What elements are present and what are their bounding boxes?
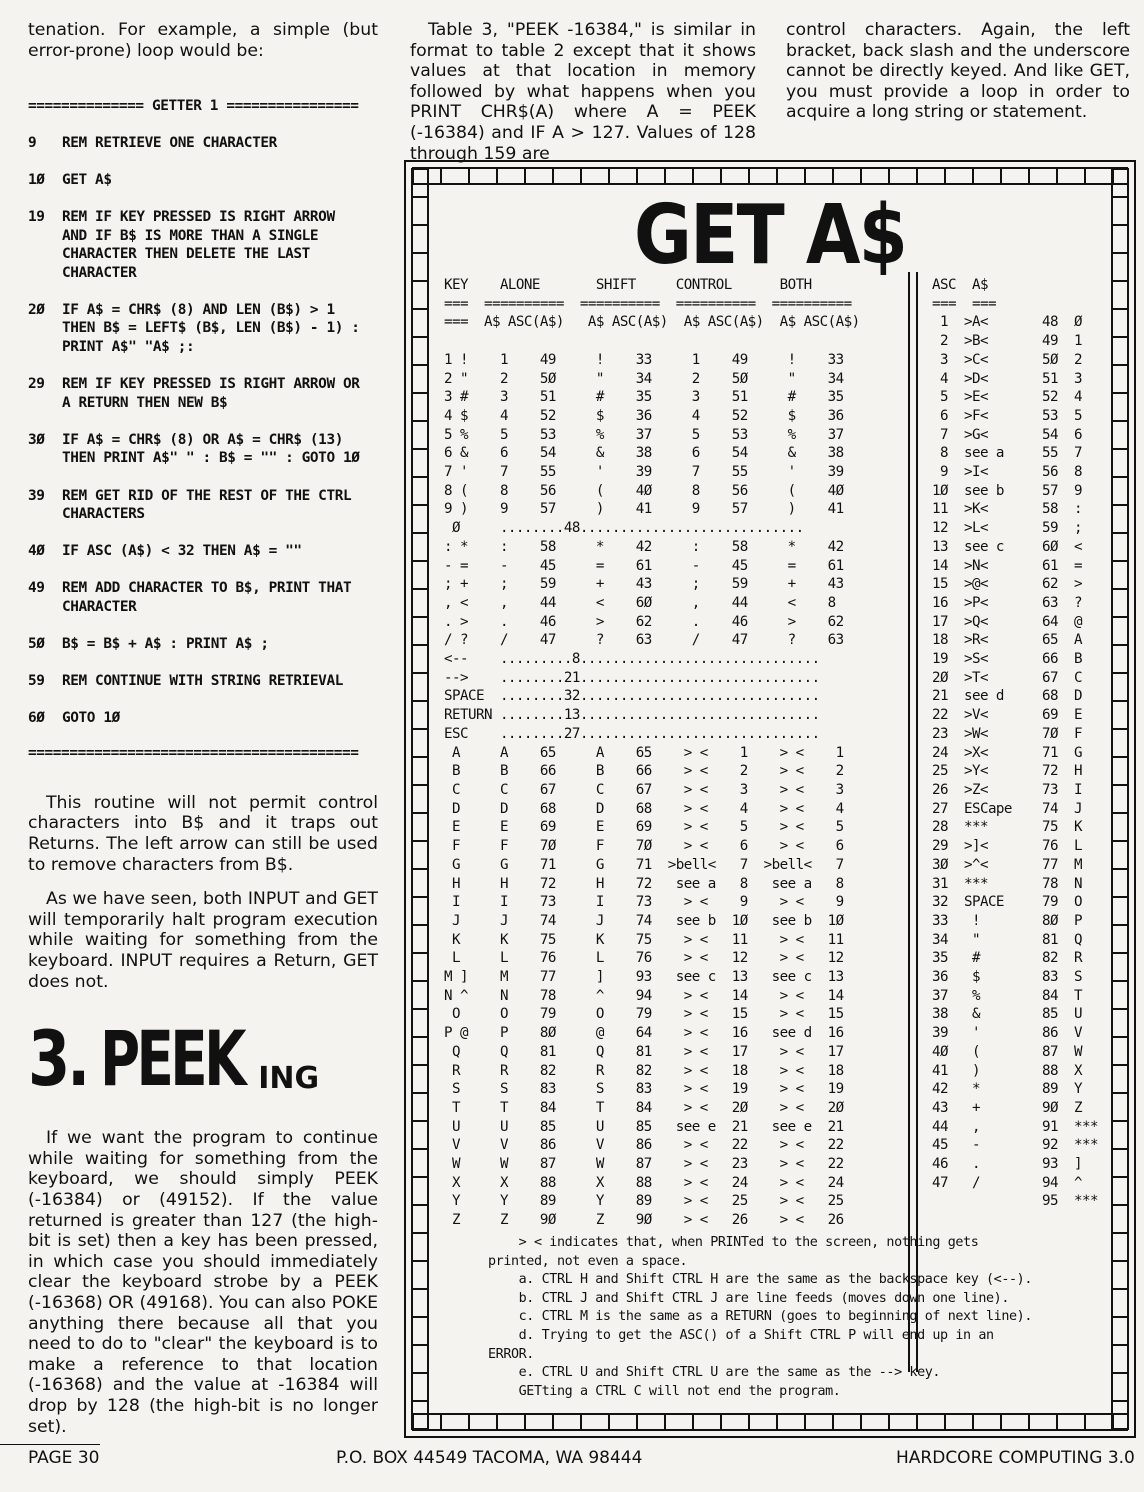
line-code: REM RETRIEVE ONE CHARACTER — [62, 134, 277, 151]
get-table-frame — [404, 160, 1136, 1438]
heading-word: PEEK — [99, 1014, 243, 1104]
line-number: 4Ø — [28, 543, 45, 560]
left-column — [28, 20, 378, 1451]
intro-text: tenation. For example, a simple (but error-prone) loop would be: — [28, 20, 378, 61]
line-number: 5Ø — [28, 635, 45, 652]
paragraph-input-get: As we have seen, both INPUT and GET will temporarily halt program execution while waiting for something from the keyboard. INPUT requires a Return, GET does not. — [28, 889, 378, 992]
line-number: 49 — [28, 580, 45, 597]
program-line — [28, 375, 378, 412]
top-right-text — [786, 20, 1130, 137]
program-line — [28, 134, 378, 153]
program-line — [28, 672, 378, 691]
line-code: IF ASC (A$) < 32 THEN A$ = "" — [62, 543, 302, 560]
chain-border-right — [1111, 168, 1129, 1430]
get-table-main: KEY ALONE SHIFT CONTROL BOTH === ========== ========== ========== ========== === A$ ASC(A$) A$ ASC(A$) A$ ASC(A$) A$ ASC(A$) 1 ! 1 49 ! 33 1 49 ! 33 2 " 2 5Ø " 34 2 5Ø " 34 3 # 3 51 # 35 3 51 # 35 4 $ 4 52 $ 36 4 52 $ 36 5 % 5 53 % 37 5 53 % 37 6 & 6 54 & 38 6 54 & 38 7 ' 7 55 ' 39 7 55 ' 39 8 ( 8 56 ( 4Ø 8 56 ( 4Ø 9 ) 9 57 ) 41 9 57 ) 41 Ø ........48............................ : * : 58 * 42 : 58 * 42 - = - 45 = 61 - 45 = 61 ; + ; 59 + 43 ; 59 + 43 , < , 44 < 6Ø , 44 < 8 . > . 46 > 62 . 46 > 62 / ? / 47 ? 63 / 47 ? 63 <-- .........8.............................. --> ........21.............................. SPACE ........32.............................. RETURN ........13.............................. ESC ........27.............................. A A 65 A 65 > < 1 > < 1 B B 66 B 66 > < 2 > < 2 C C 67 C 67 > < 3 > < 3 D D 68 D 68 > < 4 > < 4 E E 69 E 69 > < 5 > < 5 F F 7Ø F 7Ø > < 6 > < 6 G G 71 G 71 >bell< 7 >bell< 7 H H 72 H 72 see a 8 see a 8 I I 73 I 73 > < 9 > < 9 J J 74 J 74 see b 1Ø see b 1Ø K K 75 K 75 > < 11 > < 11 L L 76 L 76 > < 12 > < 12 M ] M 77 ] 93 see c 13 see c 13 N ^ N 78 ^ 94 > < 14 > < 14 O O 79 O 79 > < 15 > < 15 P @ P 8Ø @ 64 > < 16 see d 16 Q Q 81 Q 81 > < 17 > < 17 R R 82 R 82 > < 18 > < 18 S S 83 S 83 > < 19 > < 19 T T 84 T 84 > < 2Ø > < 2Ø U U 85 U 85 see e 21 see e 21 V V 86 V 86 > < 22 > < 22 W W 87 W 87 > < 23 > < 22 X X 88 X 88 > < 24 > < 24 Y Y 89 Y 89 > < 25 > < 25 Z Z 9Ø Z 9Ø > < 26 > < 26 — [444, 277, 860, 1229]
line-code: REM IF KEY PRESSED IS RIGHT ARROW OR A RETURN THEN NEW B$ — [62, 376, 360, 411]
program-line — [28, 301, 378, 357]
table-notes: > < indicates that, when PRINTed to the screen, nothing gets printed, not even a space. a. CTRL H and Shift CTRL H are the same as the backspace key (<--). b. CTRL J and Shift CTRL J are line feeds (moves down one line). c. CTRL M is the same as a RETURN (goes to beginning of next line). d. Trying to get the ASC() of a Shift CTRL P will end up in an ERROR. e. CTRL U and Shift CTRL U are the same as the --> key. GETting a CTRL C will not end the program. — [488, 1235, 1032, 1399]
heading-suffix: ING — [258, 1061, 320, 1097]
program-line — [28, 579, 378, 616]
body-text-2 — [28, 1128, 378, 1437]
ascii-table-2: 48 Ø 49 1 5Ø 2 51 3 52 4 53 5 54 6 55 7 56 8 57 9 58 : 59 ; 6Ø < 61 = 62 > 63 ? 64 @ 65 A 66 B 67 C 68 D 69 E 7Ø F 71 G 72 H 73 I 74 J 75 K 76 L 77 M 78 N 79 O 8Ø P 81 Q 82 R 83 S 84 T 85 U 86 V 87 W 88 X 89 Y 9Ø Z 91 *** 92 *** 93 ] 94 ^ 95 *** — [1042, 314, 1098, 1210]
line-number: 1Ø — [28, 171, 45, 188]
footer-page: PAGE 30 — [28, 1448, 100, 1468]
line-number: 9 — [28, 134, 37, 151]
program-line — [28, 171, 378, 190]
table-title: GET A$ — [634, 188, 907, 283]
paragraph-table3: Table 3, "PEEK -16384," is similar in format to table 2 except that it shows values at that location in memory followed by what happens when you PRINT CHR$(A) where A = PEEK (-16384) and IF A > 127. Values of 128 through 159 are — [410, 20, 756, 164]
program-line — [28, 487, 378, 524]
line-code: REM GET RID OF THE REST OF THE CTRL CHARACTERS — [62, 487, 352, 523]
chain-border-bottom — [412, 1413, 1128, 1431]
line-code: B$ = B$ + A$ : PRINT A$ ; — [62, 635, 269, 652]
line-number: 59 — [28, 673, 45, 690]
table-divider — [908, 272, 918, 1372]
chain-border-top — [412, 167, 1128, 185]
line-code: REM IF KEY PRESSED IS RIGHT ARROW AND IF B$ IS MORE THAN A SINGLE CHARACTER THEN DELETE THE LAST CHARACTER — [62, 208, 335, 281]
footer-magazine: HARDCORE COMPUTING 3.0 — [896, 1448, 1135, 1468]
paragraph-routine: This routine will not permit control characters into B$ and it traps out Returns. The left arrow can still be used to remove characters from B$. — [28, 792, 378, 875]
footer-rule — [0, 1444, 100, 1445]
line-number: 19 — [28, 208, 45, 225]
program-header: ============== GETTER 1 ================ — [28, 98, 359, 115]
line-number: 29 — [28, 376, 45, 393]
program-line — [28, 635, 378, 654]
line-code: REM CONTINUE WITH STRING RETRIEVAL — [62, 673, 343, 690]
program-listing — [28, 134, 378, 728]
program-line — [28, 431, 378, 468]
ascii-table-1: ASC A$ === === 1 >A< 2 >B< 3 >C< 4 >D< 5 >E< 6 >F< 7 >G< 8 see a 9 >I< 1Ø see b 11 >K< 12 >L< 13 see c 14 >N< 15 >@< 16 >P< 17 >Q< 18 >R< 19 >S< 2Ø >T< 21 see d 22 >V< 23 >W< 24 >X< 25 >Y< 26 >Z< 27 ESCape 28 *** 29 >]< 3Ø >^< 31 *** 32 SPACE 33 ! 34 " 35 # 36 $ 37 % 38 & 39 ' 4Ø ( 41 ) 42 * 43 + 44 , 45 - 46 . 47 / — [932, 277, 1012, 1191]
heading-number: 3. — [28, 1014, 88, 1104]
line-number: 3Ø — [28, 431, 45, 448]
line-code: REM ADD CHARACTER TO B$, PRINT THAT CHARACTER — [62, 580, 352, 615]
program-line — [28, 542, 378, 561]
body-text-1 — [28, 793, 378, 992]
program-line — [28, 709, 378, 728]
top-middle-text — [410, 20, 756, 178]
line-code: IF A$ = CHR$ (8) OR A$ = CHR$ (13) THEN PRINT A$" " : B$ = "" : GOTO 1Ø — [62, 431, 360, 467]
line-number: 2Ø — [28, 301, 45, 318]
line-number: 6Ø — [28, 710, 45, 727]
program-footer: ======================================== — [28, 745, 359, 762]
program-line — [28, 208, 378, 282]
chain-border-left — [411, 168, 429, 1430]
footer-address: P.O. BOX 44549 TACOMA, WA 98444 — [336, 1448, 643, 1468]
line-code: GET A$ — [62, 171, 112, 188]
line-code: IF A$ = CHR$ (8) AND LEN (B$) > 1 THEN B$ = LEFT$ (B$, LEN (B$) - 1) : PRINT A$" "A$ ;: — [62, 301, 360, 356]
paragraph-control-chars: control characters. Again, the left bracket, back slash and the underscore cannot be directly keyed. And like GET, you must provide a loop in order to acquire a long string or statement. — [786, 20, 1130, 123]
paragraph-peeking: If we want the program to continue while waiting for something from the keyboard, we should simply PEEK (-16384) or (49152). If the value returned is greater than 127 (the high-bit is set) then a key has been pressed, in which case you should immediately clear the keyboard strobe by a PEEK (-16368) OR (49168). You can also POKE anything there because all that you need to do to "clear" the keyboard is to make a reference to that location (-16368) and the value at -16384 will drop by 128 (the high-bit is no longer set). — [28, 1128, 378, 1437]
line-number: 39 — [28, 487, 45, 504]
section-heading — [28, 1014, 378, 1104]
line-code: GOTO 1Ø — [62, 710, 120, 727]
